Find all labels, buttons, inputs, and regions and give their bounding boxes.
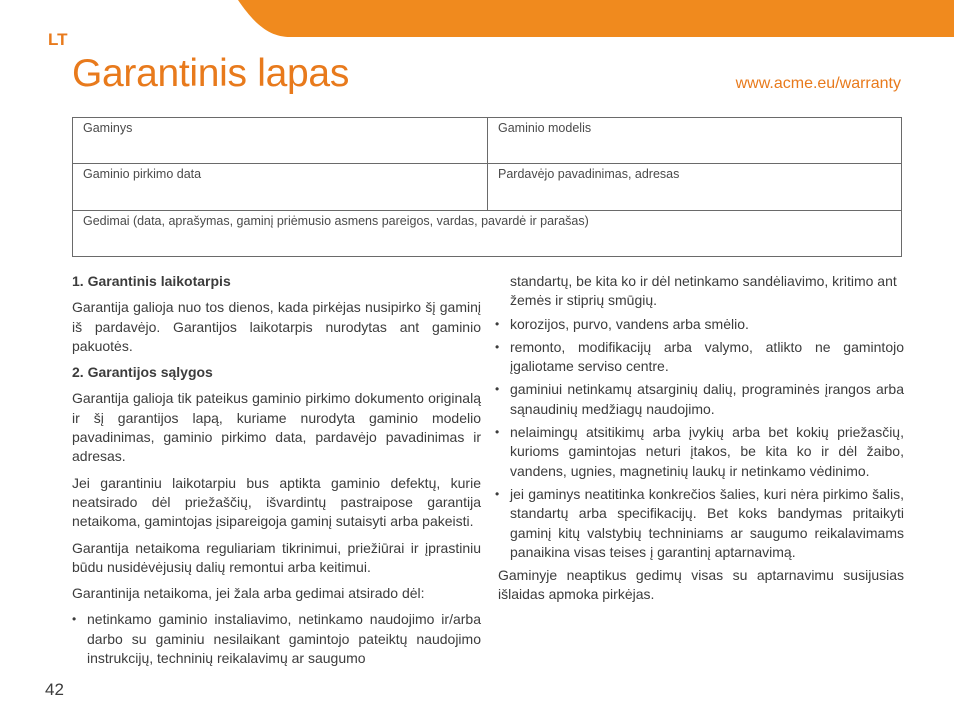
language-code: LT [48,30,68,49]
section1-paragraph: Garantija galioja nuo tos dienos, kada pirkėjas nusipirko šį gaminį iš pardavėjo. Garantijos laikotarpis nurodytas ant gaminio pakuotės. [72,299,481,354]
seller-field[interactable] [488,164,901,211]
seller-field-label: Pardavėjo pavadinimas, adresas [498,167,680,181]
page-number: 42 [45,680,64,699]
defects-field-label: Gedimai (data, aprašymas, gaminį priėmusio asmens pareigos, vardas, pavardė ir parašas) [83,214,589,228]
exclusion-item-3: • remonto, modifikacijų arba valymo, atlikto ne gamintojo įgaliotame serviso centre. [495,338,904,377]
product-field-label: Gaminys [83,121,133,135]
section2-paragraph-4: Garantinija netaikoma, jei žala arba gedimai atsirado dėl: [72,585,425,602]
section1-heading: 1. Garantinis laikotarpis [72,273,231,289]
left-column [72,272,481,672]
purchase-date-label: Gaminio pirkimo data [83,167,202,181]
section2-heading: 2. Garantijos sąlygos [72,364,213,381]
final-paragraph: Gaminyje neaptikus gedimų visas su aptarnavimu susijusias išlaidas apmoka pirkėjas. [498,567,904,603]
right-column [495,272,904,612]
exclusion-item-6: • jei gaminys neatitinka konkrečios šalies, kuri nėra pirkimo šalis, standartų arba specifikacijų. Bet koks bandymas pritaikyti gaminį kitų valstybių techniniams ar saugumo reikalavimams panaikina visas teises į garantinį aptarnavimą. [495,485,904,562]
section2-paragraph-2: Jei garantiniu laikotarpiu bus aptikta gaminio defektų, kurie neatsirado dėl priežaščių, išvardintų pastraipose garantija netaikoma, gamintojas įsipareigoja gaminį sutaisyti arba pakeisti. [72,474,481,530]
model-field-label: Gaminio modelis [498,121,592,135]
exclusion-item-5: • nelaimingų atsitikimų arba įvykių arba bet kokių priežasčių, kurioms gamintojas neturi įtakos, be kita ko ir dėl žaibo, vandens, ugnies, magnetinių laukų ir netinkamo vėdinimo. [495,423,904,481]
defects-field[interactable] [73,211,901,256]
exclusion-item-2: • korozijos, purvo, vandens arba smėlio. [495,315,904,334]
warranty-url-link[interactable]: www.acme.eu/warranty [735,75,901,92]
exclusions-list [72,610,481,668]
exclusions-list-continued [495,315,904,563]
section2-paragraph-3: Garantija netaikoma reguliariam tikrinimui, priežiūrai ir įprastiniu būdu nusidėvėjusių dalių remontui arba keitimui. [72,539,481,575]
section2-paragraph-1: Garantija galioja tik pateikus gaminio pirkimo dokumento originalą ir šį garantijos lapą, kuriame nurodyta gaminio modelio pavadinimas, gaminio pirkimo data, pardavėjo pavadinimas ir adresas. [72,390,481,465]
exclusion-item-4: • gaminiui netinkamų atsarginių dalių, programinės įrangos arba sąnaudinių medžiagų naudojimo. [495,380,904,419]
page-title: Garantinis lapas [72,52,350,95]
model-field[interactable] [488,118,901,164]
warranty-form [72,117,902,257]
product-field[interactable] [73,118,488,164]
exclusion-item-1-continued: standartų, be kita ko ir dėl netinkamo sandėliavimo, kritimo ant žemės ir stiprių smūgių. [510,273,897,309]
purchase-date-field[interactable] [73,164,488,211]
top-accent-bar [0,0,954,40]
exclusion-item-1: • netinkamo gaminio instaliavimo, netinkamo naudojimo ir/arba darbo su gaminiu nesilaikant gamintojo pateiktų naudojimo instrukcijų, techninių reikalavimų ar saugumo [72,610,481,668]
